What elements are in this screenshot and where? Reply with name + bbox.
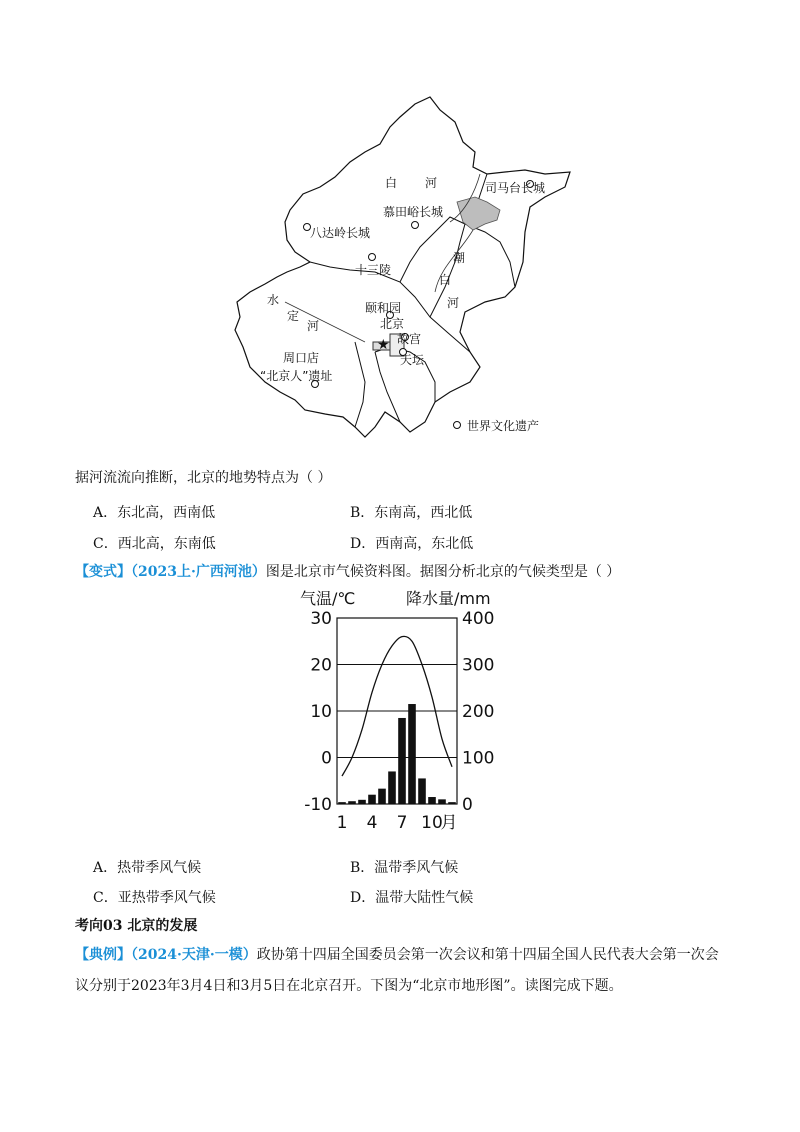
y-left-tick-label: 0 [321, 748, 332, 769]
label-yonding-2: 定 [287, 309, 300, 323]
question2-tag: 【变式】 [75, 564, 131, 580]
chart-title-right: 降水量/mm [406, 589, 491, 608]
y-right-tick-label: 300 [462, 655, 495, 676]
question2-option-b[interactable]: B．温带季风气候 [350, 860, 459, 876]
question1-option-d[interactable]: D．西南高，东北低 [350, 536, 474, 552]
label-mutianyu: 慕田峪长城 [383, 205, 444, 219]
label-yonding-3: 河 [307, 319, 320, 333]
example-source: （2024·天津·一模） [131, 947, 257, 963]
question2-option-a[interactable]: A．热带季风气候 [93, 860, 202, 876]
y-left-tick-label: 30 [310, 609, 332, 629]
example-text-1: 政协第十四届全国委员会第一次会议和第十四届全国人民代表大会第一次会 [256, 947, 719, 963]
label-chao-1: 潮 [453, 251, 466, 265]
section-heading: 考向03 北京的发展 [75, 918, 198, 934]
question1-stem: 据河流流向推断，北京的地势特点为（ ） [75, 470, 332, 486]
label-yonding-1: 水 [267, 293, 280, 307]
x-tick-label: 10 [421, 813, 443, 833]
label-shisanling: 十三陵 [355, 263, 392, 277]
y-left-tick-label: -10 [304, 795, 332, 815]
map-outer-boundary [235, 97, 570, 437]
beijing-map [225, 92, 585, 442]
precipitation-bar [418, 778, 426, 804]
precipitation-bar [378, 789, 386, 804]
question2-option-c[interactable]: C．亚热带季风气候 [93, 890, 216, 906]
site-marker-shisanling [369, 254, 376, 261]
x-tick-label: 4 [366, 813, 378, 833]
y-left-tick-label: 10 [310, 702, 332, 722]
precipitation-bar [398, 718, 406, 804]
capital-star-icon: ★ [377, 337, 390, 353]
climate-chart [300, 584, 510, 834]
question2-stem: 图是北京市气候资料图。据图分析北京的气候类型是（ ） [265, 564, 621, 580]
question1-option-c[interactable]: C．西北高，东南低 [93, 536, 216, 552]
precipitation-bar [438, 799, 446, 804]
temperature-line [342, 636, 452, 776]
chart-title-left: 气温/℃ [300, 589, 356, 608]
precipitation-bar [368, 795, 376, 804]
label-pekingman: “北京人”遗址 [260, 369, 333, 383]
example-line2: 议分别于2023年3月4日和3月5日在北京召开。下图为“北京市地形图”。读图完成下题。 [75, 978, 623, 994]
site-marker-mutianyu [412, 222, 419, 229]
y-right-tick-label: 400 [462, 609, 495, 629]
x-tick-label: 7 [396, 813, 408, 833]
label-beijing: 北京 [380, 317, 405, 331]
label-zhoukoudian: 周口店 [283, 351, 320, 365]
question2-source: （2023上·广西河池） [131, 564, 266, 580]
label-gugong: 故宫 [397, 332, 422, 346]
label-yiheyuan: 颐和园 [365, 301, 402, 315]
precipitation-bar [408, 704, 416, 804]
label-bai-1: 白 [385, 176, 398, 190]
label-chao-2: 白 [439, 273, 452, 287]
y-left-tick-label: 20 [310, 655, 332, 676]
question1-option-b[interactable]: B．东南高，西北低 [350, 505, 473, 521]
x-tick-label: 月 [440, 813, 458, 833]
example-line1 [75, 945, 719, 965]
legend-marker [454, 422, 461, 429]
label-badaling: 八达岭长城 [310, 226, 371, 240]
y-right-tick-label: 200 [462, 702, 495, 722]
precipitation-bar [428, 797, 436, 804]
y-right-tick-label: 0 [462, 795, 473, 815]
precipitation-bar [388, 771, 396, 804]
question1-option-a[interactable]: A．东北高，西南低 [93, 505, 216, 521]
precipitation-bar [358, 800, 366, 804]
label-bai-2: 河 [425, 176, 438, 190]
y-right-tick-label: 100 [462, 748, 495, 769]
label-chao-3: 河 [447, 296, 460, 310]
x-tick-label: 1 [336, 813, 348, 833]
label-tiantan: 天坛 [400, 353, 425, 367]
label-legend: 世界文化遗产 [467, 419, 540, 433]
example-tag: 【典例】 [75, 947, 131, 963]
question2-line [75, 562, 620, 582]
question2-option-d[interactable]: D．温带大陆性气候 [350, 890, 474, 906]
shaded-area [457, 197, 500, 230]
label-simatai: 司马台长城 [485, 181, 546, 195]
